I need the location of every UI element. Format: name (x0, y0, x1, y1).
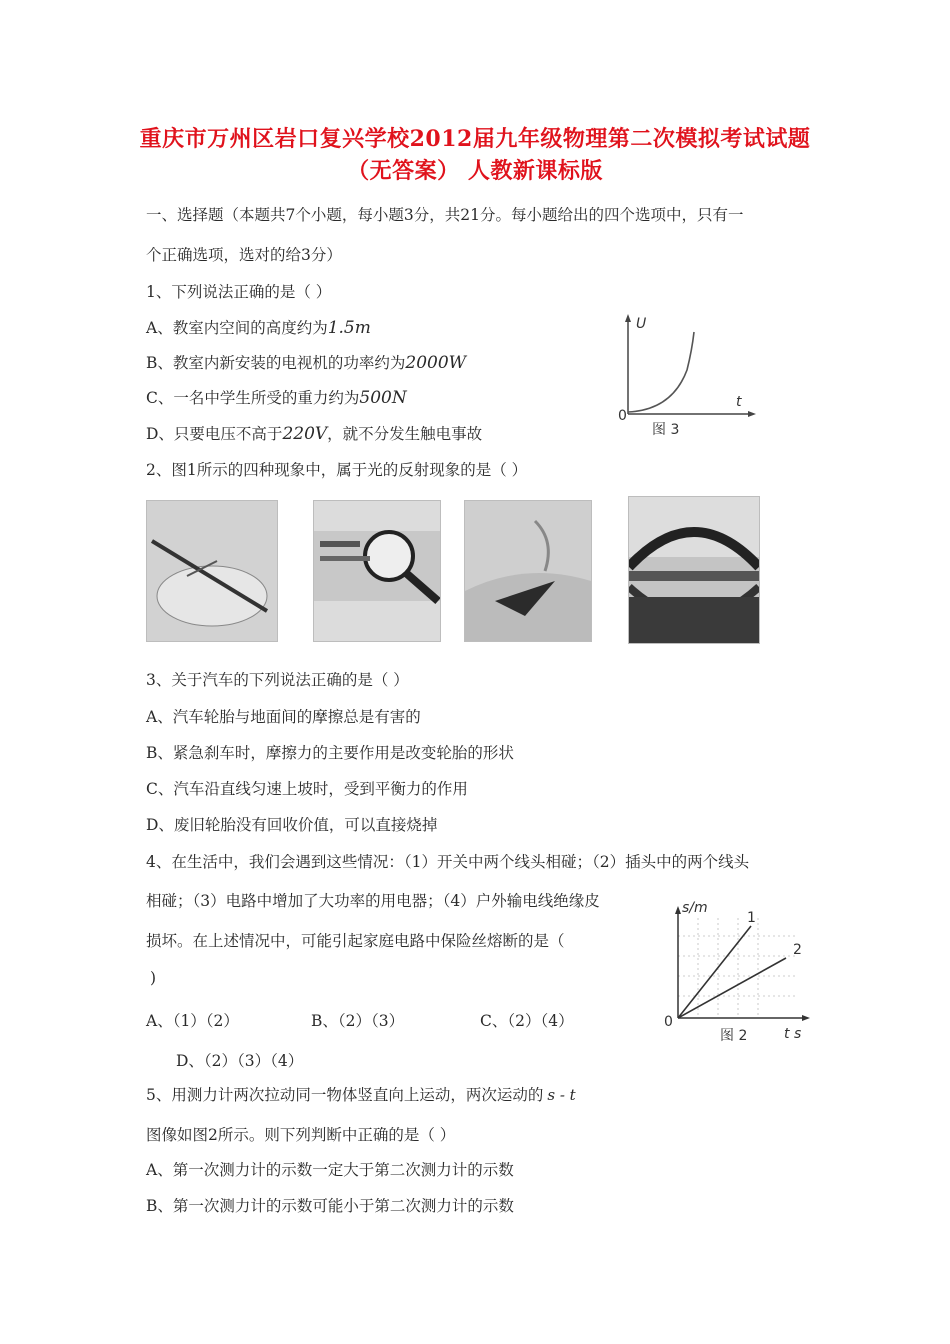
q4-option-d: D、（2）（3）（4） (176, 1052, 304, 1070)
q4-line1: 4、在生活中，我们会遇到这些情况：（1）开关中两个线头相碰；（2）插头中的两个线头 (146, 853, 750, 871)
q4-option-a: A、（1）（2） (146, 1012, 239, 1030)
section-intro-line2: 个正确选项，选对的给3分） (146, 246, 342, 264)
q3-option-a: A、汽车轮胎与地面间的摩擦总是有害的 (146, 708, 421, 726)
q4-line2: 相碰；（3）电路中增加了大功率的用电器；（4）户外输电线绝缘皮 (146, 892, 600, 910)
q4-option-b: B、（2）（3） (311, 1012, 405, 1030)
figure-2 (656, 896, 816, 1046)
q1-option-d-text: D、只要电压不高于 (146, 425, 283, 443)
figure-3-origin: 0 (618, 408, 627, 424)
q1-option-b-text: B、教室内新安装的电视机的功率约为 (146, 354, 406, 372)
q3-option-c: C、汽车沿直线匀速上坡时，受到平衡力的作用 (146, 780, 468, 798)
q1-option-d-suffix: ，就不分发生触电事故 (327, 425, 483, 443)
figure-2-origin: 0 (664, 1014, 673, 1030)
figure-2-line2-label: 2 (793, 942, 802, 958)
q5-line1-text: 5、用测力计两次拉动同一物体竖直向上运动，两次运动的 (146, 1086, 544, 1104)
figure-1-photo-c (464, 500, 592, 642)
q3-option-d: D、废旧轮胎没有回收价值，可以直接烧掉 (146, 816, 438, 834)
q1-option-c-value: 500N (359, 388, 407, 408)
q5-line2: 图像如图2所示。则下列判断中正确的是（ ） (146, 1126, 456, 1144)
q1-option-a-text: A、教室内空间的高度约为 (146, 319, 328, 337)
q3-stem: 3、关于汽车的下列说法正确的是（ ） (146, 671, 409, 689)
q2-stem: 2、图1所示的四种现象中，属于光的反射现象的是（ ） (146, 461, 528, 479)
figure-2-caption: 图 2 (720, 1028, 748, 1044)
q5-option-a: A、第一次测力计的示数一定大于第二次测力计的示数 (146, 1161, 514, 1179)
q4-line4: ) (150, 969, 157, 987)
q5-option-b: B、第一次测力计的示数可能小于第二次测力计的示数 (146, 1197, 514, 1215)
q1-option-a (146, 316, 371, 338)
figure-3-y-label: U (636, 316, 647, 332)
figure-3-x-label: t (736, 394, 742, 410)
q5-line1-math: s - t (547, 1086, 576, 1104)
figure-2-line1-label: 1 (747, 910, 756, 926)
figure-1-photo-a (146, 500, 278, 642)
document-title-line1: 重庆市万州区岩口复兴学校2012届九年级物理第二次模拟考试试题 (139, 126, 811, 152)
figure-2-x-label: t s (784, 1026, 802, 1042)
figure-3-caption: 图 3 (652, 422, 680, 438)
figure-1-photo-b (313, 500, 441, 642)
section-intro-line1: 一、选择题（本题共7个小题，每小题3分，共21分。每小题给出的四个选项中，只有一 (146, 206, 744, 224)
q1-option-a-value: 1.5m (327, 318, 371, 338)
q4-option-c: C、（2）（4） (480, 1012, 574, 1030)
q1-option-b-value: 2000W (405, 353, 467, 373)
q1-option-d (146, 422, 482, 444)
q1-option-b (146, 351, 466, 373)
document-title-line2: （无答案） 人教新课标版 (347, 158, 603, 184)
q1-stem: 1、下列说法正确的是（ ） (146, 283, 332, 301)
q5-line1 (146, 1083, 576, 1105)
q3-option-b: B、紧急刹车时，摩擦力的主要作用是改变轮胎的形状 (146, 744, 514, 762)
q4-line3: 损坏。在上述情况中，可能引起家庭电路中保险丝熔断的是（ (146, 932, 565, 950)
q1-option-c-text: C、一名中学生所受的重力约为 (146, 389, 360, 407)
figure-3 (612, 310, 762, 440)
q1-option-d-value: 220V (282, 424, 328, 444)
q1-option-c (146, 386, 407, 408)
figure-2-y-label: s/m (682, 900, 708, 916)
figure-1-photo-d (628, 496, 760, 644)
